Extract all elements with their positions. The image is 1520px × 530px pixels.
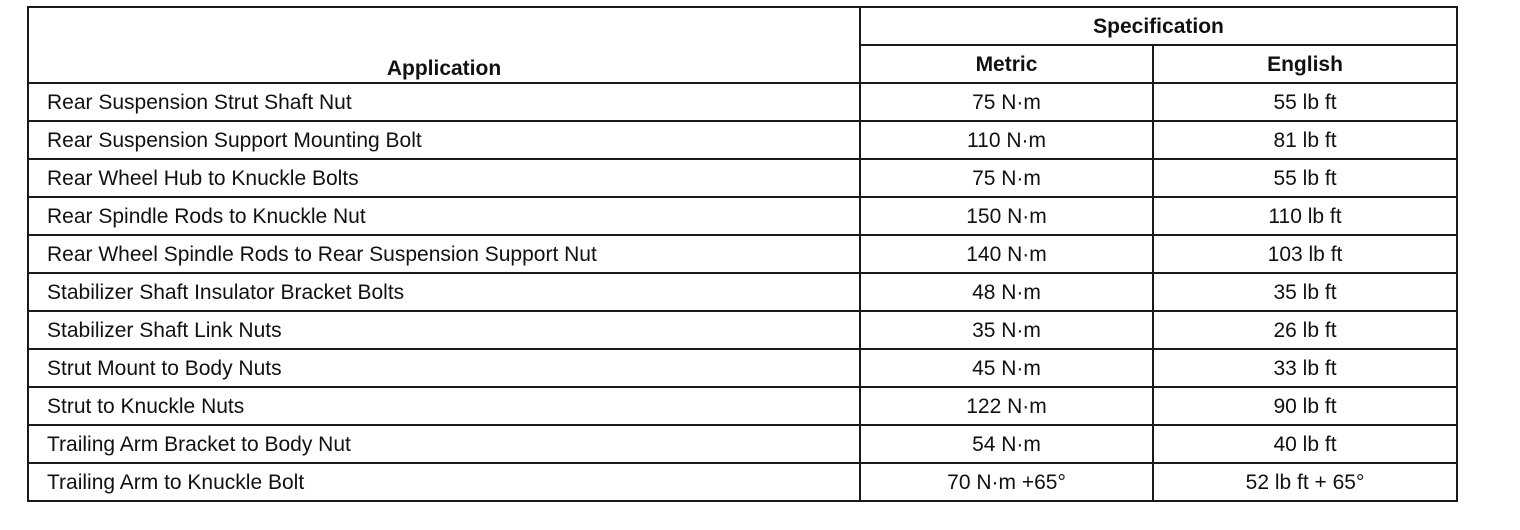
metric-cell: 48 N·m — [860, 273, 1153, 311]
table-row — [28, 425, 1457, 463]
table-row — [28, 273, 1457, 311]
application-cell: Strut to Knuckle Nuts — [28, 387, 860, 425]
application-cell: Rear Spindle Rods to Knuckle Nut — [28, 197, 860, 235]
metric-cell: 75 N·m — [860, 159, 1153, 197]
table-row — [28, 83, 1457, 121]
english-cell: 103 lb ft — [1153, 235, 1457, 273]
table-row — [28, 387, 1457, 425]
table-row — [28, 463, 1457, 501]
torque-specifications-table — [27, 6, 1458, 502]
english-cell: 35 lb ft — [1153, 273, 1457, 311]
table-row — [28, 197, 1457, 235]
english-cell: 33 lb ft — [1153, 349, 1457, 387]
metric-cell: 140 N·m — [860, 235, 1153, 273]
metric-cell: 75 N·m — [860, 83, 1153, 121]
table-row — [28, 159, 1457, 197]
application-cell: Trailing Arm Bracket to Body Nut — [28, 425, 860, 463]
application-cell: Rear Suspension Strut Shaft Nut — [28, 83, 860, 121]
table-row — [28, 311, 1457, 349]
application-cell: Stabilizer Shaft Insulator Bracket Bolts — [28, 273, 860, 311]
specification-column-header: Specification — [860, 7, 1457, 45]
metric-cell: 150 N·m — [860, 197, 1153, 235]
english-cell: 81 lb ft — [1153, 121, 1457, 159]
english-cell: 90 lb ft — [1153, 387, 1457, 425]
application-cell: Rear Wheel Spindle Rods to Rear Suspension Support Nut — [28, 235, 860, 273]
metric-cell: 54 N·m — [860, 425, 1153, 463]
table-row — [28, 349, 1457, 387]
metric-cell: 35 N·m — [860, 311, 1153, 349]
application-column-header: Application — [28, 7, 860, 83]
metric-cell: 45 N·m — [860, 349, 1153, 387]
english-cell: 52 lb ft + 65° — [1153, 463, 1457, 501]
metric-cell: 70 N·m +65° — [860, 463, 1153, 501]
metric-cell: 122 N·m — [860, 387, 1153, 425]
application-cell: Rear Suspension Support Mounting Bolt — [28, 121, 860, 159]
table-row — [28, 235, 1457, 273]
english-column-header: English — [1153, 45, 1457, 83]
application-cell: Trailing Arm to Knuckle Bolt — [28, 463, 860, 501]
application-cell: Strut Mount to Body Nuts — [28, 349, 860, 387]
english-cell: 55 lb ft — [1153, 83, 1457, 121]
metric-cell: 110 N·m — [860, 121, 1153, 159]
application-cell: Rear Wheel Hub to Knuckle Bolts — [28, 159, 860, 197]
english-cell: 55 lb ft — [1153, 159, 1457, 197]
english-cell: 26 lb ft — [1153, 311, 1457, 349]
metric-column-header: Metric — [860, 45, 1153, 83]
english-cell: 110 lb ft — [1153, 197, 1457, 235]
application-cell: Stabilizer Shaft Link Nuts — [28, 311, 860, 349]
table-row — [28, 121, 1457, 159]
english-cell: 40 lb ft — [1153, 425, 1457, 463]
